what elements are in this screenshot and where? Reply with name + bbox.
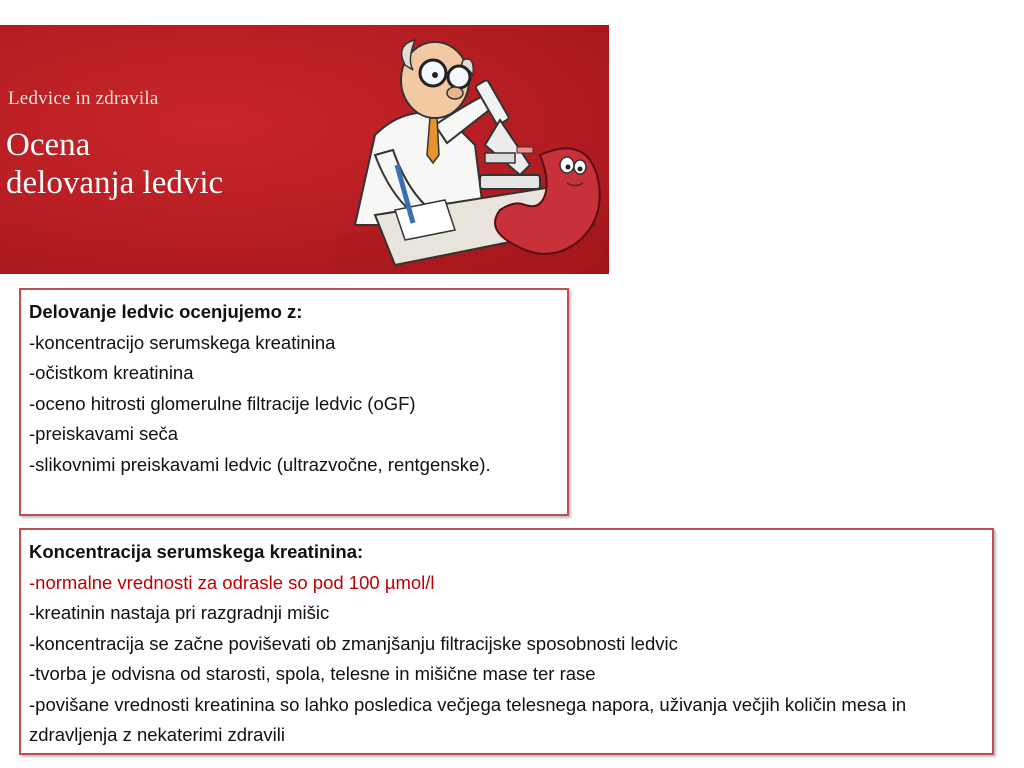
assessment-methods-box [19, 288, 569, 516]
list-item: -povišane vrednosti kreatinina so lahko posledica večjega telesnega napora, uživanja večjih količin mesa in zdravljenja z nekaterimi zdravili [29, 693, 907, 745]
list-item: -očistkom kreatinina [29, 362, 194, 383]
banner-title [6, 126, 306, 202]
assessment-methods-heading: Delovanje ledvic ocenjujemo z: [29, 301, 303, 322]
list-item: -kreatinin nastaja pri razgradnji mišic [29, 602, 330, 623]
header-banner [0, 25, 609, 274]
list-item: -tvorba je odvisna od starosti, spola, telesne in mišične mase ter rase [29, 663, 596, 684]
list-item: -slikovnimi preiskavami ledvic (ultrazvočne, rentgenske). [29, 453, 491, 475]
doctor-microscope-illustration [335, 25, 609, 274]
list-item: -oceno hitrosti glomerulne filtracije ledvic (oGF) [29, 392, 416, 414]
list-item: -preiskavami seča [29, 423, 179, 444]
list-item: -koncentracijo serumskega kreatinina [29, 331, 336, 353]
banner-title-line-1: Ocena [6, 127, 91, 163]
banner-title-line-2: delovanja ledvic [6, 165, 224, 201]
normal-values-line: -normalne vrednosti za odrasle so pod 100 µmol/l [29, 571, 435, 593]
banner-subtitle: Ledvice in zdravila [8, 88, 159, 109]
creatinine-info-box [19, 528, 994, 755]
creatinine-heading: Koncentracija serumskega kreatinina: [29, 541, 364, 562]
list-item: -koncentracija se začne poviševati ob zmanjšanju filtracijske sposobnosti ledvic [29, 632, 678, 654]
